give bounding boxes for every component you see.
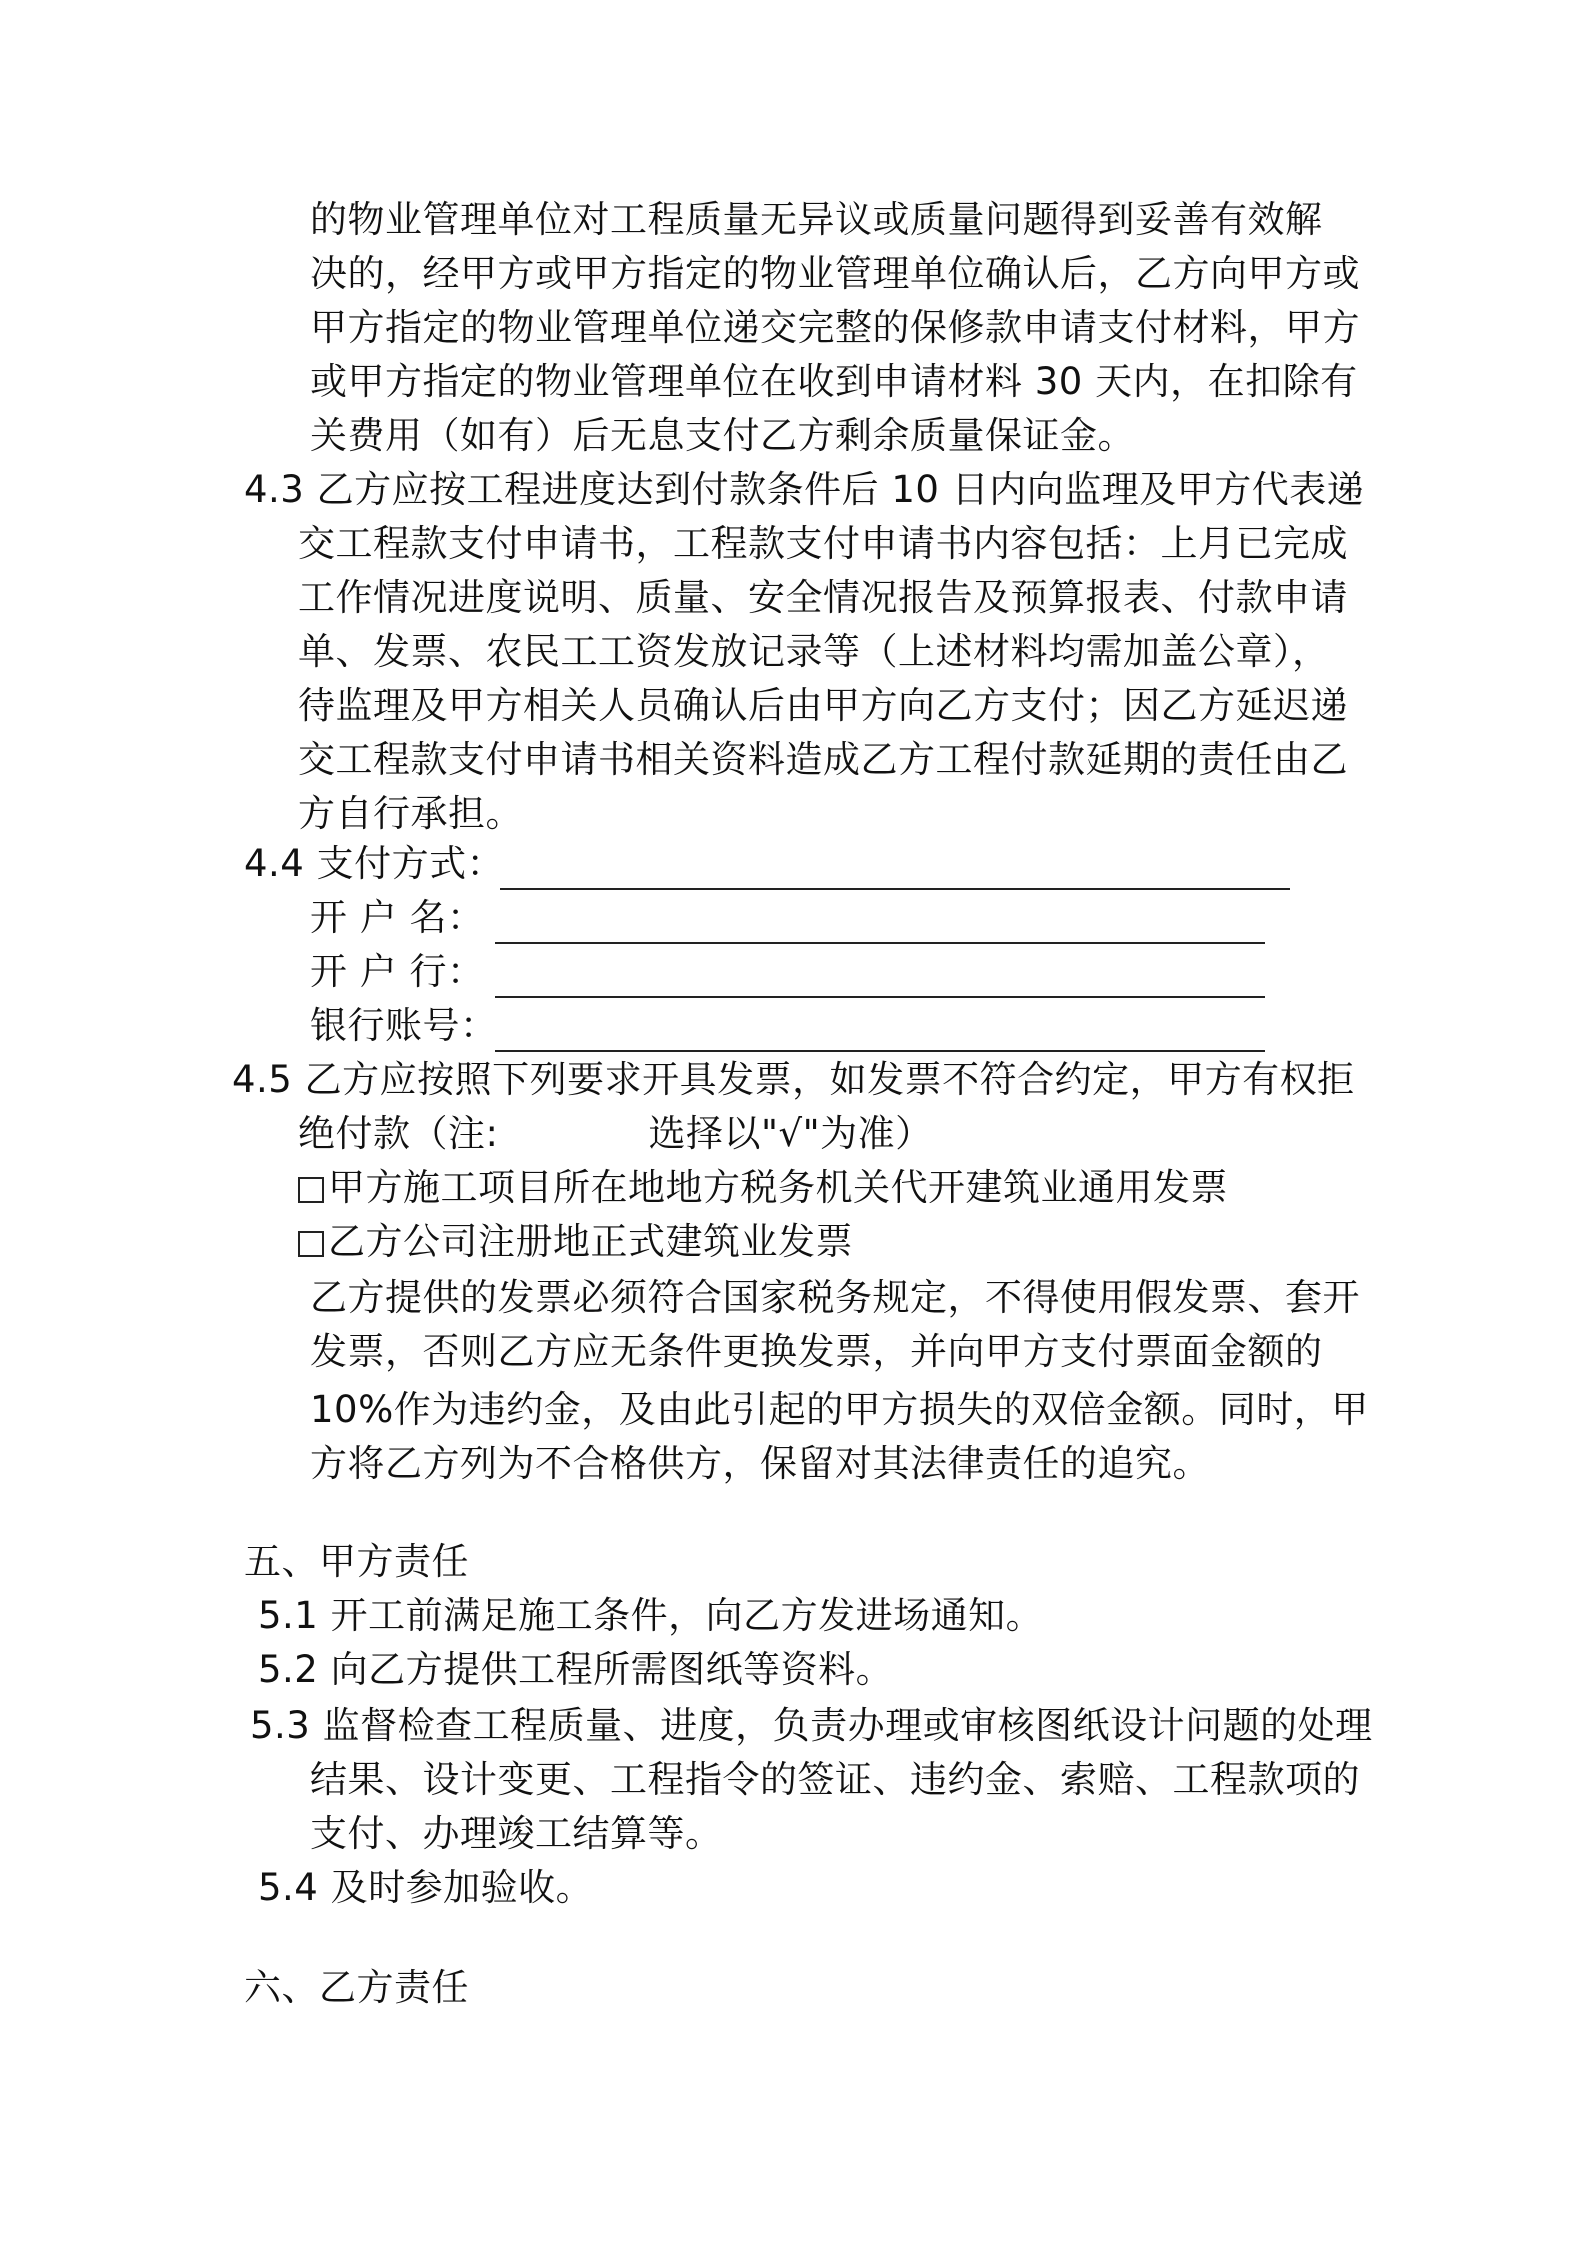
account-name-field[interactable] — [495, 892, 1265, 944]
item-5-3-line-3: 支付、办理竣工结算等。 — [310, 1812, 723, 1855]
clause-4-5-line-6: 发票，否则乙方应无条件更换发票，并向甲方支付票面金额的 — [310, 1330, 1323, 1373]
bank-underline — [495, 996, 1265, 998]
clause-4-5-line-2 — [298, 1108, 933, 1160]
item-5-2: 5.2 向乙方提供工程所需图纸等资料。 — [258, 1648, 894, 1691]
clause-4-2-line-2: 决的，经甲方或甲方指定的物业管理单位确认后，乙方向甲方或 — [310, 252, 1360, 295]
clause-4-5-line-1: 4.5 乙方应按照下列要求开具发票，如发票不符合约定，甲方有权拒 — [232, 1058, 1355, 1101]
bank-field[interactable] — [495, 946, 1265, 998]
clause-4-2-line-3: 甲方指定的物业管理单位递交完整的保修款申请支付材料，甲方 — [310, 306, 1360, 349]
payment-method-label: 4.4 支付方式： — [244, 842, 505, 885]
invoice-option-2-label: 乙方公司注册地正式建筑业发票 — [328, 1220, 853, 1263]
section-5-title: 五、甲方责任 — [244, 1540, 469, 1583]
clause-4-2-line-4: 或甲方指定的物业管理单位在收到申请材料 30 天内，在扣除有 — [310, 360, 1358, 403]
section-6-title: 六、乙方责任 — [244, 1966, 469, 2009]
invoice-option-1[interactable] — [298, 1162, 1228, 1214]
item-5-3-line-1: 5.3 监督检查工程质量、进度，负责办理或审核图纸设计问题的处理 — [250, 1704, 1373, 1747]
clause-4-5-note-suffix: 选择以"√"为准） — [648, 1112, 933, 1155]
clause-4-3-line-4: 单、发票、农民工工资发放记录等（上述材料均需加盖公章）， — [298, 630, 1330, 673]
clause-4-5-line-5: 乙方提供的发票必须符合国家税务规定，不得使用假发票、套开 — [310, 1276, 1360, 1319]
clause-4-3-line-6: 交工程款支付申请书相关资料造成乙方工程付款延期的责任由乙 — [298, 738, 1348, 781]
item-5-3-line-2: 结果、设计变更、工程指令的签证、违约金、索赔、工程款项的 — [310, 1758, 1360, 1801]
clause-4-2-line-5: 关费用（如有）后无息支付乙方剩余质量保证金。 — [310, 414, 1135, 457]
clause-4-3-line-5: 待监理及甲方相关人员确认后由甲方向乙方支付；因乙方延迟递 — [298, 684, 1348, 727]
clause-4-2-line-1: 的物业管理单位对工程质量无异议或质量问题得到妥善有效解 — [310, 198, 1323, 241]
invoice-option-2[interactable] — [298, 1216, 853, 1268]
account-number-label: 银行账号： — [310, 1004, 498, 1047]
clause-4-5-line-7: 10%作为违约金，及由此引起的甲方损失的双倍金额。同时，甲 — [310, 1388, 1369, 1431]
clause-4-3-line-7: 方自行承担。 — [298, 792, 523, 835]
payment-method-field[interactable] — [500, 838, 1290, 890]
item-5-4: 5.4 及时参加验收。 — [258, 1866, 594, 1909]
account-number-field[interactable] — [495, 1000, 1265, 1052]
account-name-label: 开 户 名： — [310, 896, 485, 939]
bank-label: 开 户 行： — [310, 950, 485, 993]
item-5-1: 5.1 开工前满足施工条件，向乙方发进场通知。 — [258, 1594, 1044, 1637]
invoice-option-1-label: 甲方施工项目所在地地方税务机关代开建筑业通用发票 — [328, 1166, 1228, 1209]
clause-4-5-line-8: 方将乙方列为不合格供方，保留对其法律责任的追究。 — [310, 1442, 1210, 1485]
account-number-underline — [495, 1050, 1265, 1052]
clause-4-5-note-prefix: 绝付款（注: — [298, 1112, 499, 1155]
clause-4-3-line-2: 交工程款支付申请书，工程款支付申请书内容包括：上月已完成 — [298, 522, 1348, 565]
clause-4-3-line-3: 工作情况进度说明、质量、安全情况报告及预算报表、付款申请 — [298, 576, 1348, 619]
account-name-underline — [495, 942, 1265, 944]
invoice-option-2-checkbox[interactable] — [298, 1231, 324, 1257]
invoice-option-1-checkbox[interactable] — [298, 1177, 324, 1203]
clause-4-3-line-1: 4.3 乙方应按工程进度达到付款条件后 10 日内向监理及甲方代表递 — [244, 468, 1365, 511]
payment-method-underline — [500, 888, 1290, 890]
